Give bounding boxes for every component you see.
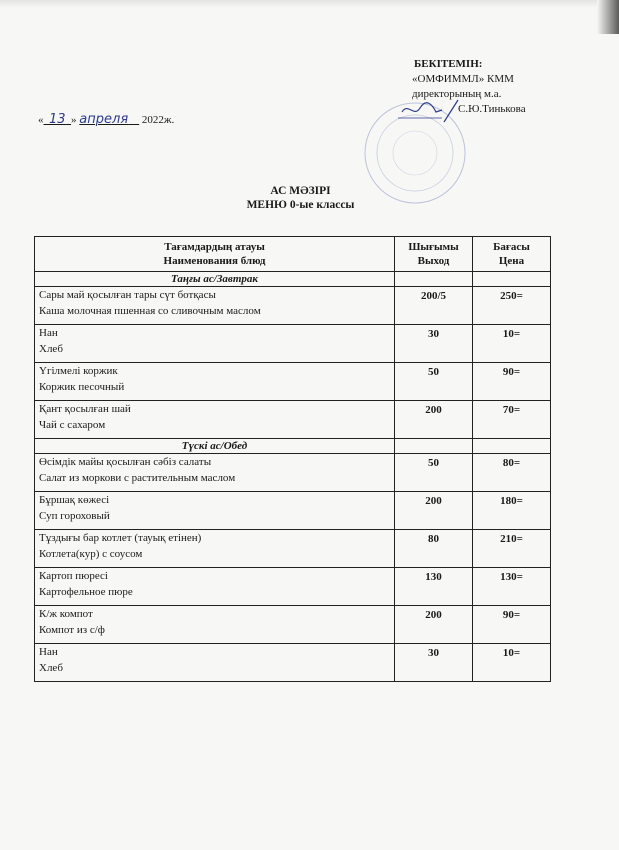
header-name — [35, 237, 395, 272]
price-cell: 80= — [473, 454, 551, 492]
empty-cell — [395, 272, 473, 287]
dish-name-ru: Салат из моркови с растительным маслом — [39, 472, 236, 484]
price-cell: 10= — [473, 644, 551, 682]
dish-name-ru: Чай с сахаром — [39, 419, 106, 431]
header-name-ru: Наименования блюд — [163, 255, 266, 267]
dish-name-kz: К/ж компот — [39, 608, 93, 620]
menu-title — [0, 184, 619, 212]
date-year: 2022ж. — [141, 114, 175, 126]
price-cell: 90= — [473, 606, 551, 644]
table-row — [35, 644, 551, 682]
approval-org: «ОМФИММЛ» КММ — [412, 73, 514, 85]
dish-name-ru: Котлета(кур) с соусом — [39, 548, 143, 560]
output-cell: 200/5 — [395, 287, 473, 325]
table-row — [35, 606, 551, 644]
header-price — [473, 237, 551, 272]
dish-name-cell — [35, 363, 395, 401]
dish-name-cell — [35, 287, 395, 325]
header-output-kz: Шығымы — [408, 241, 459, 253]
dish-name-ru: Суп гороховый — [39, 510, 110, 522]
output-cell: 50 — [395, 454, 473, 492]
table-row — [35, 401, 551, 439]
dish-name-cell — [35, 606, 395, 644]
title-ru: МЕНЮ 0-ые классы — [246, 199, 355, 211]
title-kz: АС МӘЗІРІ — [270, 185, 331, 197]
date-open-quote: « — [38, 114, 44, 126]
dish-name-ru: Хлеб — [39, 343, 63, 355]
price-cell: 180= — [473, 492, 551, 530]
date-close-quote: » — [71, 114, 77, 126]
section-row — [35, 439, 551, 454]
scan-edge — [0, 0, 619, 8]
price-cell: 70= — [473, 401, 551, 439]
dish-name-kz: Үгілмелі коржик — [39, 365, 118, 377]
menu-table — [34, 236, 551, 682]
price-cell: 210= — [473, 530, 551, 568]
dish-name-cell — [35, 401, 395, 439]
table-body — [35, 272, 551, 682]
dish-name-kz: Картоп пюресі — [39, 570, 108, 582]
approval-block — [412, 57, 526, 117]
dish-name-ru: Коржик песочный — [39, 381, 125, 393]
dish-name-ru: Каша молочная пшенная со сливочным маслом — [39, 305, 261, 317]
approval-position: директорының м.а. — [412, 88, 502, 100]
dish-name-cell — [35, 454, 395, 492]
signature-line — [412, 102, 526, 117]
table-header-row — [35, 237, 551, 272]
dish-name-kz: Сары май қосылған тары сүт ботқасы — [39, 289, 216, 301]
dish-name-cell — [35, 530, 395, 568]
price-cell: 130= — [473, 568, 551, 606]
output-cell: 130 — [395, 568, 473, 606]
table-row — [35, 325, 551, 363]
dish-name-cell — [35, 644, 395, 682]
header-price-kz: Бағасы — [493, 241, 530, 253]
output-cell: 200 — [395, 401, 473, 439]
dish-name-ru: Компот из с/ф — [39, 624, 105, 636]
dish-name-ru: Картофельное пюре — [39, 586, 133, 598]
empty-cell — [473, 272, 551, 287]
dish-name-cell — [35, 325, 395, 363]
dish-name-kz: Өсімдік майы қосылған сәбіз салаты — [39, 456, 212, 468]
header-output-ru: Выход — [417, 255, 450, 267]
dish-name-ru: Хлеб — [39, 662, 63, 674]
empty-cell — [395, 439, 473, 454]
date-day: 13 — [49, 112, 66, 127]
empty-cell — [473, 439, 551, 454]
dish-name-cell — [35, 568, 395, 606]
table-row — [35, 363, 551, 401]
dish-name-cell — [35, 492, 395, 530]
section-title: Таңғы ас/Завтрак — [35, 272, 395, 287]
dish-name-kz: Нан — [39, 646, 58, 658]
scan-corner-shadow — [597, 0, 619, 34]
header-name-kz: Тағамдардың атауы — [164, 241, 265, 253]
header-output — [395, 237, 473, 272]
table-row — [35, 530, 551, 568]
signer-name: С.Ю.Тинькова — [458, 103, 526, 115]
output-cell: 200 — [395, 492, 473, 530]
date-line — [38, 112, 174, 127]
table-row — [35, 287, 551, 325]
dish-name-kz: Нан — [39, 327, 58, 339]
output-cell: 80 — [395, 530, 473, 568]
table-row — [35, 454, 551, 492]
section-title: Түскі ас/Обед — [35, 439, 395, 454]
dish-name-kz: Бұршақ көжесі — [39, 494, 110, 506]
output-cell: 50 — [395, 363, 473, 401]
price-cell: 90= — [473, 363, 551, 401]
dish-name-kz: Қант қосылған шай — [39, 403, 131, 415]
output-cell: 30 — [395, 325, 473, 363]
date-month: апреля — [79, 112, 129, 127]
table-row — [35, 492, 551, 530]
dish-name-kz: Тұздығы бар котлет (тауық етінен) — [39, 532, 202, 544]
output-cell: 200 — [395, 606, 473, 644]
approval-title: БЕКІТЕМІН: — [414, 58, 483, 70]
header-price-ru: Цена — [498, 255, 525, 267]
price-cell: 10= — [473, 325, 551, 363]
section-row — [35, 272, 551, 287]
price-cell: 250= — [473, 287, 551, 325]
output-cell: 30 — [395, 644, 473, 682]
table-row — [35, 568, 551, 606]
